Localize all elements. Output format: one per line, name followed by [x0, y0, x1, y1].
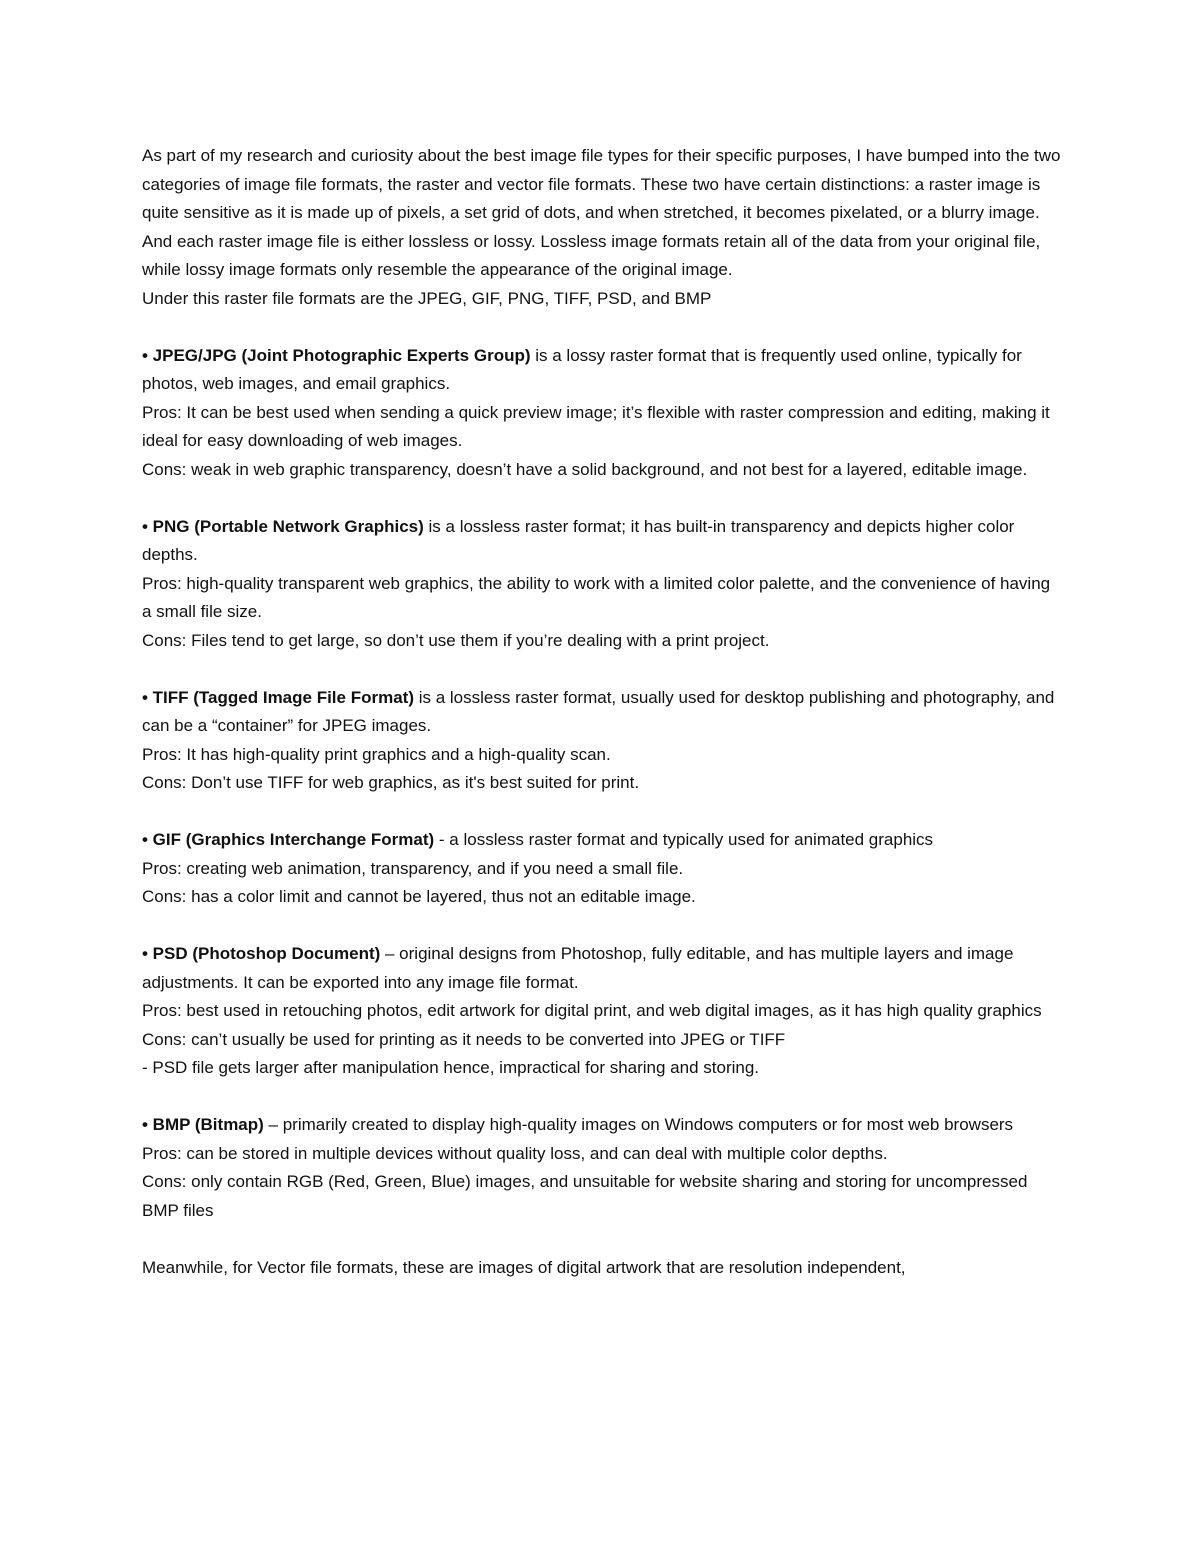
section-description: - a lossless raster format and typically used for animated graphics: [434, 830, 934, 849]
section-psd: [142, 940, 1062, 1083]
section-tiff: [142, 684, 1062, 798]
section-title: • PNG (Portable Network Graphics): [142, 516, 424, 536]
section-title: • PSD (Photoshop Document): [142, 944, 381, 963]
section-png: [142, 513, 1062, 656]
spacer: [142, 484, 1062, 513]
section-jpeg: [142, 342, 1062, 485]
spacer: [142, 798, 1062, 827]
pros-line: Pros: high-quality transparent web graphics, the ability to work with a limited color palette, and the convenience of having a small file size.: [142, 573, 1051, 621]
section-description: – primarily created to display high-quality images on Windows computers or for most web browsers: [263, 1115, 1014, 1134]
spacer: [142, 1225, 1062, 1254]
cons-line: Cons: weak in web graphic transparency, doesn’t have a solid background, and not best for a layered, editable image.: [142, 459, 1028, 479]
section-heading: [142, 826, 1062, 855]
section-description: is a lossless raster format, usually used for desktop publishing and photography, and can be a “container” for JPEG images.: [142, 687, 1055, 735]
section-description: – original designs from Photoshop, fully editable, and has multiple layers and image adjustments. It can be exported into any image file format.: [142, 944, 1014, 992]
section-title: • JPEG/JPG (Joint Photographic Experts Group): [142, 345, 531, 365]
closing-paragraph: Meanwhile, for Vector file formats, these are images of digital artwork that are resolution independent,: [142, 1257, 906, 1277]
section-heading: [142, 940, 1062, 997]
cons-line: Cons: Files tend to get large, so don’t use them if you’re dealing with a print project.: [142, 630, 770, 650]
section-heading: [142, 684, 1062, 741]
spacer: [142, 1083, 1062, 1112]
spacer: [142, 313, 1062, 342]
section-gif: [142, 826, 1062, 912]
intro-raster-list: Under this raster file formats are the JPEG, GIF, PNG, TIFF, PSD, and BMP: [142, 288, 712, 308]
pros-line: Pros: It has high-quality print graphics and a high-quality scan.: [142, 744, 611, 764]
spacer: [142, 912, 1062, 941]
cons-line: Cons: only contain RGB (Red, Green, Blue) images, and unsuitable for website sharing and storing for uncompressed BMP files: [142, 1172, 1028, 1220]
cons-line: Cons: can’t usually be used for printing as it needs to be converted into JPEG or TIFF: [142, 1029, 786, 1049]
pros-line: Pros: It can be best used when sending a quick preview image; it’s flexible with raster compression and editing, making it ideal for easy downloading of web images.: [142, 402, 1050, 450]
section-description: is a lossless raster format; it has built-in transparency and depicts higher color depths.: [142, 516, 1015, 564]
section-bmp: [142, 1111, 1062, 1225]
cons-line: Cons: has a color limit and cannot be layered, thus not an editable image.: [142, 887, 696, 906]
pros-line: Pros: can be stored in multiple devices without quality loss, and can deal with multiple color depths.: [142, 1143, 888, 1163]
cons-extra-line: - PSD file gets larger after manipulation hence, impractical for sharing and storing.: [142, 1058, 760, 1077]
pros-line: Pros: creating web animation, transparency, and if you need a small file.: [142, 858, 684, 878]
section-heading: [142, 1111, 1062, 1140]
section-heading: [142, 513, 1062, 570]
section-title: • TIFF (Tagged Image File Format): [142, 687, 414, 707]
intro-paragraph: As part of my research and curiosity about the best image file types for their specific purposes, I have bumped into the two categories of image file formats, the raster and vector file formats. These two have certain distinctions: a raster image is quite sensitive as it is made up of pixels, a set grid of dots, and when stretched, it becomes pixelated, or a blurry image. And each raster image file is either lossless or lossy. Lossless image formats retain all of the data from your original file, while lossy image formats only resemble the appearance of the original image.: [142, 146, 1061, 279]
section-heading: [142, 342, 1062, 399]
cons-line: Cons: Don’t use TIFF for web graphics, as it's best suited for print.: [142, 773, 640, 792]
section-title: • BMP (Bitmap): [142, 1115, 264, 1134]
section-title: • GIF (Graphics Interchange Format): [142, 830, 435, 849]
pros-line: Pros: best used in retouching photos, edit artwork for digital print, and web digital images, as it has high quality graphics: [142, 1001, 1042, 1020]
document-body: [142, 142, 1062, 1282]
section-description: is a lossy raster format that is frequently used online, typically for photos, web images, and email graphics.: [142, 345, 1022, 393]
spacer: [142, 655, 1062, 684]
